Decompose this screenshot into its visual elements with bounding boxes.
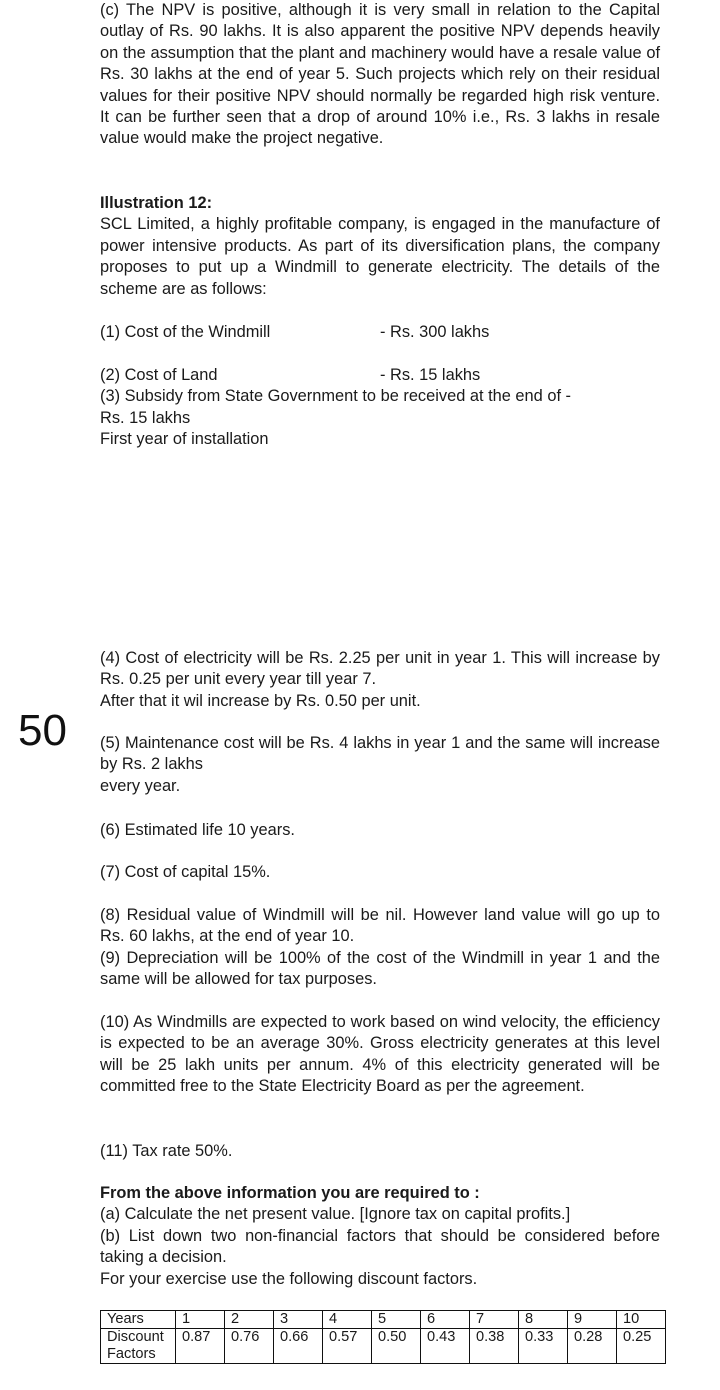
years-label-cell: Years bbox=[101, 1311, 176, 1329]
year-cell: 1 bbox=[176, 1311, 225, 1329]
requirement-a: (a) Calculate the net present value. [Ignore tax on capital profits.] bbox=[100, 1205, 571, 1224]
item-7-text: (7) Cost of capital 15%. bbox=[100, 863, 271, 881]
item-11 bbox=[100, 1141, 660, 1162]
item-10-text: (10) As Windmills are expected to work based on wind velocity, the efficiency is expected to be an average 30%. Gross electricity generates at this level will be 25 lakh units per annum. 4% of this electricity generated will be committed free to the State Electricity Board as per the agreement. bbox=[100, 1013, 660, 1096]
item-7 bbox=[100, 862, 660, 883]
item-10 bbox=[100, 1012, 660, 1098]
year-cell: 9 bbox=[568, 1311, 617, 1329]
item-4-line-2: After that it wil increase by Rs. 0.50 per unit. bbox=[100, 691, 421, 710]
item-3-line-1: (3) Subsidy from State Government to be received at the end of - bbox=[100, 387, 572, 406]
year-cell: 10 bbox=[617, 1311, 666, 1329]
year-cell: 6 bbox=[421, 1311, 470, 1329]
exercise-note: For your exercise use the following discount factors. bbox=[100, 1269, 478, 1288]
item-6-text: (6) Estimated life 10 years. bbox=[100, 821, 295, 839]
year-cell: 2 bbox=[225, 1311, 274, 1329]
factor-cell: 0.50 bbox=[372, 1329, 421, 1364]
required-heading: From the above information you are required to : bbox=[100, 1184, 480, 1202]
factor-cell: 0.76 bbox=[225, 1329, 274, 1364]
factor-cell: 0.28 bbox=[568, 1329, 617, 1364]
factors-label-cell bbox=[101, 1329, 176, 1364]
factors-label-line-2: Factors bbox=[107, 1346, 156, 1362]
item-4 bbox=[100, 648, 660, 712]
item-3-line-2: Rs. 15 lakhs bbox=[100, 408, 191, 427]
item-6 bbox=[100, 820, 660, 841]
item-1-label: (1) Cost of the Windmill bbox=[100, 323, 271, 341]
item-2-label: (2) Cost of Land bbox=[100, 366, 218, 384]
factor-cell: 0.43 bbox=[421, 1329, 470, 1364]
item-5-line-1: (5) Maintenance cost will be Rs. 4 lakhs in year 1 and the same will increase by Rs. 2 lakhs bbox=[100, 734, 660, 774]
illustration-title: Illustration 12: bbox=[100, 194, 213, 212]
year-cell: 5 bbox=[372, 1311, 421, 1329]
item-8-9 bbox=[100, 905, 660, 991]
year-cell: 3 bbox=[274, 1311, 323, 1329]
item-2-value: - Rs. 15 lakhs bbox=[380, 366, 481, 384]
item-5-line-2: every year. bbox=[100, 776, 181, 795]
factors-label-line-1: Discount bbox=[107, 1329, 164, 1345]
requirements-block bbox=[100, 1183, 660, 1290]
table-row-factors bbox=[101, 1329, 666, 1364]
item-4-line-1: (4) Cost of electricity will be Rs. 2.25 per unit in year 1. This will increase by Rs. 0.25 per unit every year till year 7. bbox=[100, 649, 660, 689]
paragraph-c bbox=[100, 0, 660, 150]
page-number: 50 bbox=[18, 706, 67, 755]
item-1 bbox=[100, 322, 660, 343]
requirement-b: (b) List down two non-financial factors that should be considered before taking a decision. bbox=[100, 1226, 660, 1267]
item-1-value: - Rs. 300 lakhs bbox=[380, 323, 490, 341]
paragraph-c-text: (c) The NPV is positive, although it is very small in relation to the Capital outlay of Rs. 90 lakhs. It is also apparent the positive NPV depends heavily on the assumption that the plant and machinery would have a resale value of Rs. 30 lakhs at the end of year 5. Such projects which rely on their residual values for their positive NPV should normally be regarded high risk venture. It can be further seen that a drop of around 10% i.e., Rs. 3 lakhs in resale value would make the project negative. bbox=[100, 1, 660, 148]
item-11-text: (11) Tax rate 50%. bbox=[100, 1142, 233, 1160]
discount-factor-table bbox=[100, 1310, 666, 1364]
factor-cell: 0.66 bbox=[274, 1329, 323, 1364]
year-cell: 8 bbox=[519, 1311, 568, 1329]
table-row-years bbox=[101, 1311, 666, 1329]
illustration-block bbox=[100, 193, 660, 300]
year-cell: 7 bbox=[470, 1311, 519, 1329]
illustration-intro: SCL Limited, a highly profitable company, is engaged in the manufacture of power intensive products. As part of its diversification plans, the company proposes to put up a Windmill to generate electricity. The details of the scheme are as follows: bbox=[100, 215, 660, 298]
factor-cell: 0.57 bbox=[323, 1329, 372, 1364]
item-8-text: (8) Residual value of Windmill will be nil. However land value will go up to Rs. 60 lakhs, at the end of year 10. bbox=[100, 906, 660, 946]
factor-cell: 0.25 bbox=[617, 1329, 666, 1364]
factor-cell: 0.38 bbox=[470, 1329, 519, 1364]
item-9-text: (9) Depreciation will be 100% of the cost of the Windmill in year 1 and the same will be allowed for tax purposes. bbox=[100, 948, 660, 989]
item-2 bbox=[100, 365, 660, 451]
year-cell: 4 bbox=[323, 1311, 372, 1329]
item-3-line-3: First year of installation bbox=[100, 430, 269, 449]
factor-cell: 0.33 bbox=[519, 1329, 568, 1364]
factor-cell: 0.87 bbox=[176, 1329, 225, 1364]
item-5 bbox=[100, 733, 660, 797]
